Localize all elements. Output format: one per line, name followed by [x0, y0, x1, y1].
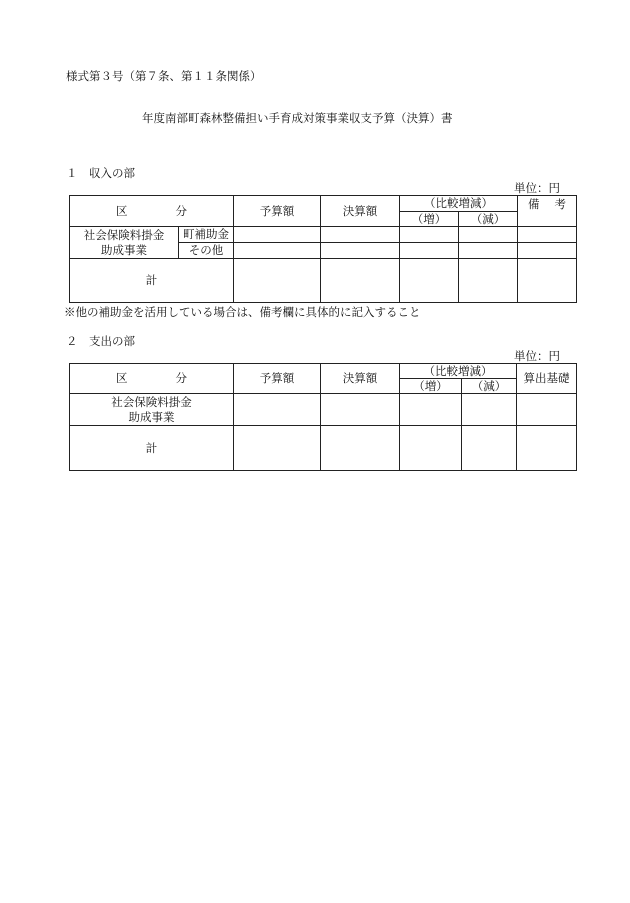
expense-cell[interactable]: [321, 426, 400, 471]
document-title: 年度南部町森林整備担い手育成対策事業収支予算（決算）書: [142, 111, 453, 125]
expense-cell[interactable]: [517, 394, 577, 426]
expense-header-settlement: 決算額: [321, 364, 400, 394]
expense-section-label: ２ 支出の部: [66, 334, 135, 348]
income-cell[interactable]: [459, 259, 518, 303]
expense-header-comparison: （比較増減）: [400, 364, 517, 379]
expense-cell[interactable]: [462, 426, 517, 471]
expense-header-budget: 予算額: [234, 364, 321, 394]
expense-table: [69, 363, 577, 471]
income-header-budget: 予算額: [234, 196, 321, 227]
income-cell[interactable]: [459, 243, 518, 259]
income-note: ※他の補助金を活用している場合は、備考欄に具体的に記入すること: [64, 305, 421, 319]
expense-row-project: 社会保険料掛金 助成事業: [70, 394, 234, 426]
income-header-category: 区 分: [70, 196, 234, 227]
expense-cell[interactable]: [321, 394, 400, 426]
income-cell[interactable]: [459, 227, 518, 243]
income-unit-label: 単位：円: [514, 181, 560, 195]
income-cell[interactable]: [518, 243, 577, 259]
income-row-project: 社会保険料掛金 助成事業: [70, 227, 179, 259]
expense-cell[interactable]: [400, 394, 462, 426]
income-cell[interactable]: [400, 243, 459, 259]
expense-header-basis: 算出基礎: [517, 364, 577, 394]
income-cell[interactable]: [321, 243, 400, 259]
expense-header-increase: （増）: [400, 379, 462, 394]
income-row-other: その他: [179, 243, 234, 259]
income-header-remarks: 備 考: [518, 196, 577, 227]
income-row-town-subsidy: 町補助金: [179, 227, 234, 243]
form-number: 様式第３号（第７条、第１１条関係）: [66, 69, 262, 83]
income-cell[interactable]: [234, 259, 321, 303]
income-cell[interactable]: [400, 259, 459, 303]
income-cell[interactable]: [321, 227, 400, 243]
income-header-increase: （増）: [400, 212, 459, 227]
income-header-decrease: （減）: [459, 212, 518, 227]
income-cell[interactable]: [518, 227, 577, 243]
expense-row-total: 計: [70, 426, 234, 471]
expense-cell[interactable]: [234, 426, 321, 471]
income-table: [69, 195, 577, 303]
income-cell[interactable]: [234, 243, 321, 259]
expense-cell[interactable]: [234, 394, 321, 426]
expense-cell[interactable]: [517, 426, 577, 471]
expense-header-decrease: （減）: [462, 379, 517, 394]
income-cell[interactable]: [400, 227, 459, 243]
expense-header-category: 区 分: [70, 364, 234, 394]
expense-cell[interactable]: [462, 394, 517, 426]
income-cell[interactable]: [518, 259, 577, 303]
expense-cell[interactable]: [400, 426, 462, 471]
income-header-comparison: （比較増減）: [400, 196, 518, 212]
income-section-label: １ 収入の部: [66, 166, 135, 180]
income-cell[interactable]: [234, 227, 321, 243]
income-header-settlement: 決算額: [321, 196, 400, 227]
income-row-total: 計: [70, 259, 234, 303]
income-cell[interactable]: [321, 259, 400, 303]
expense-unit-label: 単位：円: [514, 349, 560, 363]
